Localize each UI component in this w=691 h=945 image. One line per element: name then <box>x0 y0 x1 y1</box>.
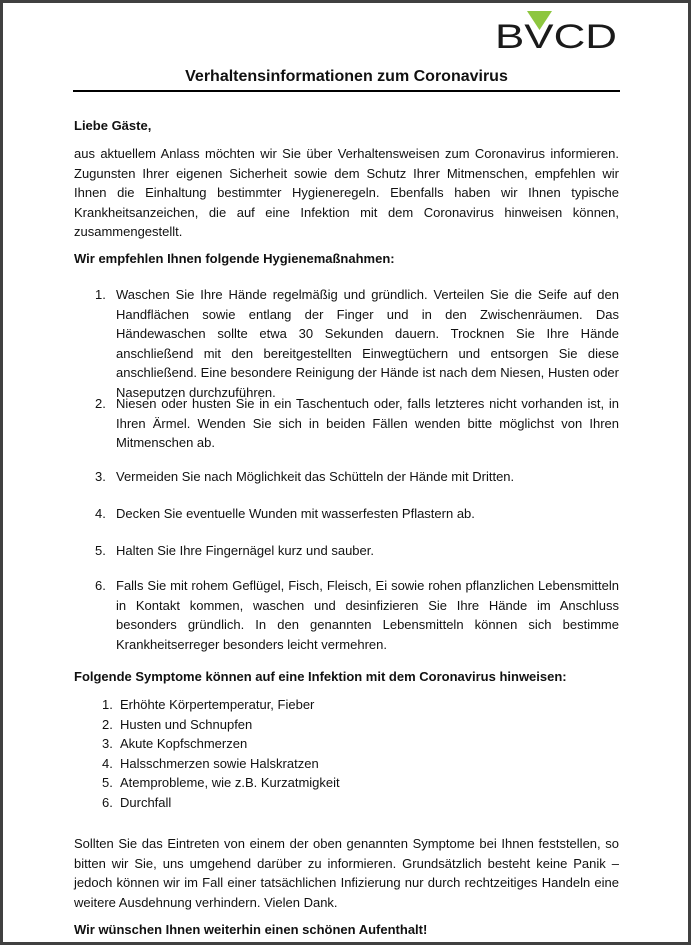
symptom-item: 5. Atemprobleme, wie z.B. Kurzatmigkeit <box>102 775 340 790</box>
logo-mark-icon <box>494 10 620 52</box>
document-title: Verhaltensinformationen zum Coronavirus <box>185 68 508 85</box>
symptom-item: 1. Erhöhte Körpertemperatur, Fieber <box>102 697 315 712</box>
item-number: 1. <box>95 287 106 302</box>
intro-paragraph: aus aktuellem Anlass möchten wir Sie über Verhaltensweisen zum Coronavirus informieren. Zugunsten Ihrer eigenen Sicherheit sowie dem Schutz Ihrer Mitmenschen, empfehlen wir Ihnen die Einhaltung bestimmter Hygieneregeln. Ebenfalls haben wir Ihnen typische Krankheitsanzeichen, die auf eine Infektion mit dem Coronavirus hinweisen können, zusammengestellt. <box>74 146 619 239</box>
symptoms-heading: Folgende Symptome können auf eine Infektion mit dem Coronavirus hinweisen: <box>74 669 567 684</box>
symptom-item: 2. Husten und Schnupfen <box>102 716 253 732</box>
bvcd-logo <box>494 10 620 52</box>
item-number: 2. <box>95 396 106 411</box>
item-text: Waschen Sie Ihre Hände regelmäßig und gründlich. Verteilen Sie die Seife auf den Handflächen sowie entlang der Finger und in den Zwischenräumen. Das Händewaschen sollte etwa 30 Sekunden dauern. Trocknen Sie Ihre Hände anschließend mit den bereitgestellten Einwegtüchern und entsorgen Sie diese anschließend. Eine besondere Reinigung der Hände ist nach dem Niesen, Husten oder Naseputzen durchzuführen. <box>116 287 619 400</box>
svg-text:BVCD: BVCD <box>495 18 617 52</box>
symptom-item: 3. Akute Kopfschmerzen <box>102 736 248 751</box>
closing-paragraph: Sollten Sie das Eintreten von einem der oben genannten Symptome bei Ihnen feststellen, so bitten wir Sie, uns umgehend darüber zu informieren. Grundsätzlich besteht keine Panik – jedoch können wir im Fall einer tatsächlichen Infizierung nur durch rechtzeitiges Handeln eine weitere Ausdehnung verhindern. Vielen Dank. <box>74 836 619 910</box>
item-number: 5. <box>95 543 106 558</box>
greeting: Liebe Gäste, <box>74 118 152 133</box>
symptom-item: 4. Halsschmerzen sowie Halskratzen <box>102 755 319 771</box>
item-text: Decken Sie eventuelle Wunden mit wasserfesten Pflastern ab. <box>116 506 475 521</box>
farewell: Wir wünschen Ihnen weiterhin einen schönen Aufenthalt! <box>74 922 428 937</box>
hygiene-item <box>74 285 619 402</box>
hygiene-item <box>74 541 619 561</box>
symptoms-list <box>102 695 340 812</box>
hygiene-item <box>74 467 619 487</box>
title-divider <box>73 90 620 92</box>
symptom-item: 6. Durchfall <box>102 794 172 810</box>
hygiene-item <box>74 576 619 654</box>
item-text: Vermeiden Sie nach Möglichkeit das Schütteln der Hände mit Dritten. <box>116 469 515 484</box>
item-number: 3. <box>95 469 106 484</box>
item-text: Falls Sie mit rohem Geflügel, Fisch, Fleisch, Ei sowie rohen pflanzlichen Lebensmitteln in Kontakt kommen, waschen und desinfizieren Sie Ihre Hände im Anschluss besonders gründlich. In den genannten Lebensmitteln können sich bestimme Krankheitserreger besonders leicht vermehren. <box>116 578 619 652</box>
item-text: Halten Sie Ihre Fingernägel kurz und sauber. <box>116 543 374 558</box>
item-number: 6. <box>95 578 106 593</box>
item-number: 4. <box>95 506 106 521</box>
hygiene-heading: Wir empfehlen Ihnen folgende Hygienemaßnahmen: <box>74 251 395 266</box>
hygiene-item <box>74 394 619 453</box>
item-text: Niesen oder husten Sie in ein Taschentuch oder, falls letzteres nicht vorhanden ist, in Ihren Ärmel. Wenden Sie sich in beiden Fällen wenden bitte möglichst von Ihren Mitmenschen ab. <box>116 396 619 450</box>
hygiene-item <box>74 504 619 524</box>
